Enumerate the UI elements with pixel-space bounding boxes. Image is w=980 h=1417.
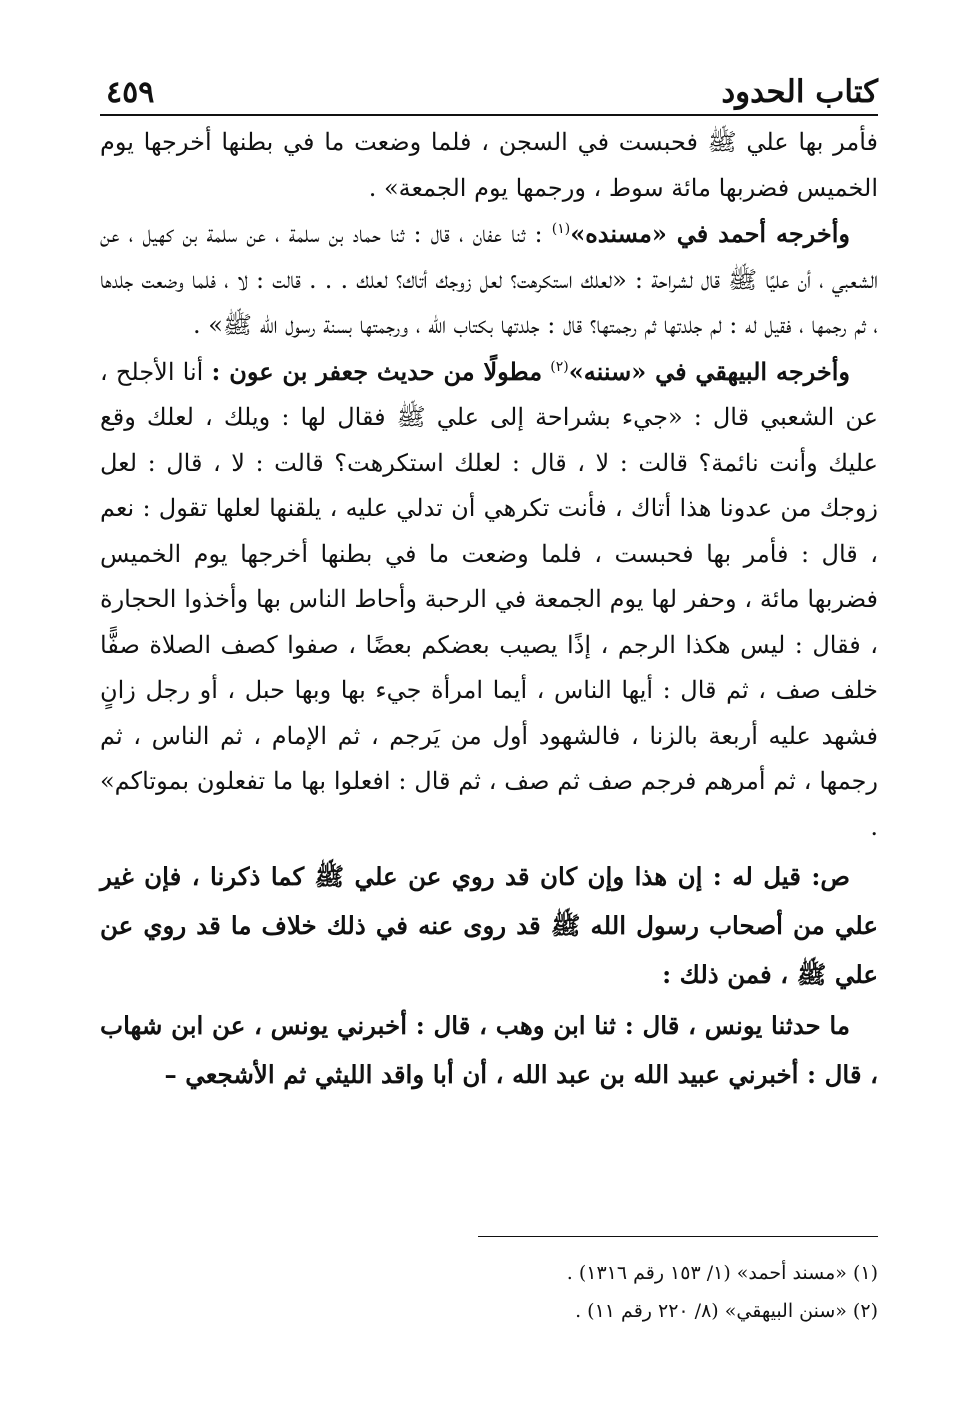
footnote-divider [478,1236,878,1237]
header-divider [100,114,878,116]
footnote-ref-2[interactable]: (٢) [550,358,569,375]
main-text [100,120,878,1099]
paragraph-5 [100,1001,878,1099]
paragraph-4 [100,852,878,999]
paragraph-3 [100,349,878,851]
footnote-1: (١) «مسند أحمد» (١/ ١٥٣ رقم ١٣١٦) . [566,1262,878,1284]
chapter-title: كتاب الحدود [721,74,878,110]
running-header [100,60,878,110]
page-number: ٤٥٩ [106,75,155,110]
page [100,60,878,1099]
paragraph-3-lead-2: مطولًا من حديث جعفر بن عون : [211,356,543,386]
paragraph-1-text: فأمر بها علي ﷺ فحبست في السجن ، فلما وضعت ما في بطنها أخرجها يوم الخميس فضربها مائة سوط ، ورجمها يوم الجمعة» . [100,128,878,202]
paragraph-5-text: ما حدثنا يونس ، قال : ثنا ابن وهب ، قال : أخبرني يونس ، عن ابن شهاب ، قال : أخبرني عبيد الله بن عبد الله ، أن أبا واقد الليثي ثم الأشجعي – [100,1011,878,1089]
paragraph-3-lead: وأخرجه البيهقي في «سننه» [568,356,850,386]
footnote-ref-1[interactable]: (١) [551,221,571,237]
paragraph-2 [100,211,878,349]
footnotes [278,1254,878,1330]
paragraph-3-text: أنا الأجلح ، عن الشعبي قال : «جيء بشراحة إلى علي ﷺ فقال لها : ويلك ، لعلك وقع عليك وأنت نائمة؟ قالت : لا ، قال : لعلك استكرهت؟ قالت : لا ، قال : لعل زوجك من عدونا هذا أتاك ، فأنت تكرهي أن تدلي عليه ، يلقنها لعلها تقول : نعم ، قال : فأمر بها فحبست ، فلما وضعت ما في بطنها أخرجها يوم الخميس فضربها مائة ، وحفر لها يوم الجمعة في الرحبة وأحاط الناس بها وأخذوا الحجارة ، فقال : ليس هكذا الرجم ، إذًا يصيب بعضكم بعضًا ، صفوا كصف الصلاة صفًّا خلف صف ، ثم قال : أيها الناس ، أيما امرأة جيء بها وبها حبل ، أو رجل زانٍ فشهد عليه أربعة بالزنا ، فالشهود أول من يَرجم ، ثم الإمام ، ثم الناس ، ثم رجمها ، ثم أمرهم فرجم صف ثم صف ، ثم قال : افعلوا بها ما تفعلون بموتاكم» . [100,357,879,841]
paragraph-1 [100,120,878,211]
footnote-2: (٢) «سنن البيهقي» (٨/ ٢٢٠ رقم ١١) . [575,1300,878,1322]
paragraph-4-text: ص: قيل له : إن هذا وإن كان قد روي عن علي ﷺ كما ذكرنا ، فإن غير علي من أصحاب رسول الله ﷺ قد روى عنه في ذلك خلاف ما قد روي عن علي ﷺ ، فمن ذلك : [100,862,878,989]
paragraph-2-text: : ثنا عفان ، قال : ثنا حماد بن سلمة ، عن سلمة بن كهيل ، عن الشعبي ، أن عليًا ﷺ قال لشراحة : «لعلك استكرهت؟ لعل زوجك أتاك؟ لعلك . . . قالت : لا ، فلما وضعت جلدها ، ثم رجمها ، فقيل له : لم جلدتها ثم رجمتها؟ قال : جلدتها بكتاب الله ، ورجمتها بسنة رسول الله ﷺ» . [100,220,878,339]
paragraph-2-lead: وأخرجه أحمد في «مسنده» [570,219,850,248]
